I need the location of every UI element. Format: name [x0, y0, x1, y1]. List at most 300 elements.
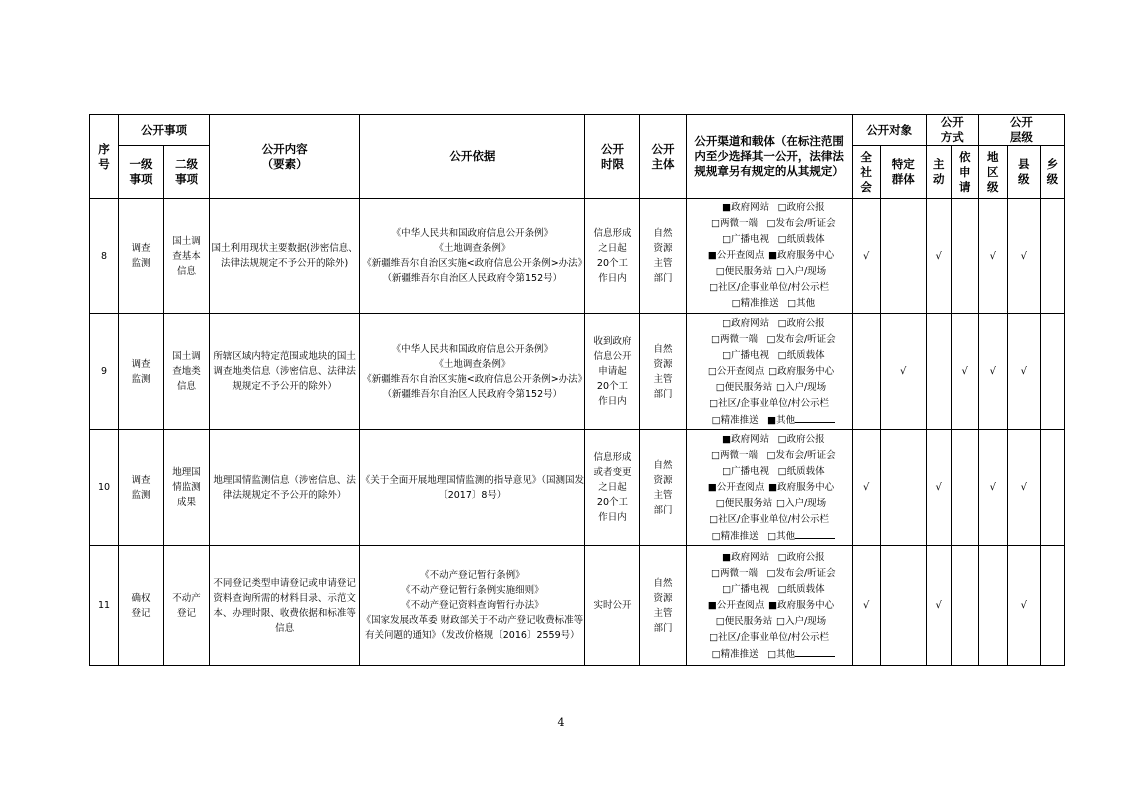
checked-box-icon: ■ — [722, 433, 732, 445]
channel-option[interactable] — [767, 646, 835, 663]
unchecked-box-icon: □ — [777, 317, 787, 329]
channel-line — [687, 550, 852, 566]
row-subject-text: 自然资源主管部门 — [653, 459, 673, 516]
header-channel: 公开渠道和载体（在标注范围内至少选择其一公开，法律法规规章另有规定的从其规定） — [686, 115, 852, 199]
row-level2 — [164, 199, 210, 314]
row-target-specific — [880, 546, 926, 666]
channel-line — [687, 296, 852, 312]
row-level-town — [1040, 199, 1064, 314]
channel-line — [687, 332, 852, 348]
row-level2-text: 不动产登记 — [172, 592, 201, 619]
header-level-region: 地区级 — [978, 146, 1007, 199]
unchecked-box-icon: □ — [709, 397, 719, 409]
row-target-all: √ — [852, 199, 880, 314]
channel-label: 政府服务中心 — [777, 365, 835, 377]
channel-option[interactable] — [766, 566, 835, 582]
checked-box-icon: ■ — [707, 599, 717, 611]
unchecked-box-icon: □ — [775, 497, 785, 509]
unchecked-box-icon: □ — [710, 333, 720, 345]
channel-option[interactable] — [776, 264, 826, 280]
basis-line: 《中华人民共和国政府信息公开条例》 — [391, 343, 554, 355]
header-subject: 公开主体 — [640, 115, 686, 199]
channel-label: 政府服务中心 — [777, 481, 835, 493]
checked-box-icon: ■ — [768, 481, 778, 493]
unchecked-box-icon: □ — [777, 551, 787, 563]
unchecked-box-icon: □ — [709, 631, 719, 643]
channel-label: 入户/现场 — [784, 497, 827, 509]
unchecked-box-icon: □ — [775, 266, 785, 277]
other-blank-line — [795, 646, 835, 657]
channel-option[interactable] — [768, 598, 834, 614]
row-level1 — [119, 430, 164, 546]
header-level-county: 县级 — [1007, 146, 1040, 199]
row-level-region: √ — [978, 199, 1007, 314]
channel-line — [687, 582, 852, 598]
header-mode-apply: 依申请 — [951, 146, 978, 199]
row-seq: 11 — [90, 546, 119, 666]
basis-line: 《土地调查条例》 — [434, 243, 511, 254]
channel-option[interactable] — [704, 364, 768, 380]
channel-label: 入户/现场 — [784, 615, 827, 627]
table-row — [90, 430, 1065, 546]
header-target-all: 全社会 — [852, 146, 880, 199]
row-subject — [640, 314, 686, 430]
channel-label: 其他 — [776, 414, 796, 426]
channel-option[interactable] — [704, 480, 768, 496]
basis-line: 《新疆维吾尔自治区实施<政府信息公开条例>办法》（新疆维吾尔自治区人民政府令第152号） — [362, 373, 583, 400]
row-target-all — [852, 314, 880, 430]
channel-label: 便民服务站 — [724, 497, 773, 509]
row-channels — [686, 314, 852, 430]
row-basis — [360, 314, 585, 430]
row-time-limit-text: 实时公开 — [593, 600, 632, 611]
channel-option[interactable] — [714, 582, 778, 598]
unchecked-box-icon: □ — [766, 449, 776, 461]
channel-option[interactable] — [766, 332, 835, 348]
channel-label: 广播电视 — [731, 465, 770, 477]
channel-option[interactable] — [703, 413, 767, 429]
unchecked-box-icon: □ — [722, 317, 732, 329]
row-level-county: √ — [1007, 430, 1040, 546]
channel-option[interactable] — [709, 396, 829, 412]
channel-option[interactable] — [778, 348, 825, 364]
channel-option[interactable] — [703, 647, 767, 663]
channel-option[interactable] — [712, 380, 776, 396]
row-mode-active: √ — [926, 546, 951, 666]
row-target-specific — [880, 430, 926, 546]
channel-option[interactable] — [702, 216, 766, 232]
channel-option[interactable] — [714, 200, 778, 216]
channel-option[interactable] — [778, 232, 825, 248]
channel-option[interactable] — [714, 348, 778, 364]
checked-box-icon: ■ — [722, 202, 732, 213]
row-target-specific: √ — [880, 314, 926, 430]
channel-line — [687, 566, 852, 582]
row-level-town — [1040, 546, 1064, 666]
header-mode-group: 公开方式 — [926, 115, 978, 146]
unchecked-box-icon: □ — [715, 497, 725, 509]
channel-line — [687, 264, 852, 280]
row-subject — [640, 546, 686, 666]
channel-option[interactable] — [768, 364, 834, 380]
channel-label: 社区/企事业单位/村公示栏 — [718, 631, 830, 643]
unchecked-box-icon: □ — [775, 615, 785, 627]
unchecked-box-icon: □ — [711, 530, 721, 542]
channel-option[interactable] — [709, 280, 829, 296]
channel-label: 纸质载体 — [786, 349, 825, 361]
channel-option[interactable] — [714, 550, 778, 566]
channel-option[interactable] — [778, 582, 825, 598]
basis-line: 《国家发展改革委 财政部关于不动产登记收费标准等有关问题的通知》（发改价格规〔2016〕2559号） — [361, 615, 584, 641]
channel-line — [687, 380, 852, 396]
basis-line: 《不动产登记暂行条例》 — [420, 570, 525, 581]
channel-option[interactable] — [702, 448, 766, 464]
other-blank-line — [795, 528, 835, 539]
channel-line — [687, 232, 852, 248]
row-level1-text: 调查监测 — [131, 358, 151, 385]
unchecked-box-icon: □ — [715, 266, 725, 277]
basis-line: 《中华人民共和国政府信息公开条例》 — [391, 228, 554, 239]
row-content: 不同登记类型申请登记或申请登记资料查询所需的材料目录、示范文本、办理时限、收费依据和标准等信息 — [210, 546, 360, 666]
unchecked-box-icon: □ — [767, 648, 777, 660]
channel-label: 发布会/听证会 — [775, 333, 836, 345]
unchecked-box-icon: □ — [731, 298, 741, 309]
channel-line — [687, 496, 852, 512]
row-subject-text: 自然资源主管部门 — [653, 577, 673, 634]
row-basis — [360, 546, 585, 666]
channel-line — [687, 598, 852, 614]
table-row — [90, 314, 1065, 430]
basis-line: 《新疆维吾尔自治区实施<政府信息公开条例>办法》（新疆维吾尔自治区人民政府令第152号） — [362, 258, 583, 284]
row-time-limit-text: 信息形成之日起20个工作日内 — [593, 228, 632, 284]
channel-label: 发布会/听证会 — [775, 567, 836, 579]
channel-option[interactable] — [709, 630, 829, 646]
unchecked-box-icon: □ — [767, 530, 777, 542]
header-level1: 一级事项 — [119, 146, 164, 199]
row-target-all: √ — [852, 430, 880, 546]
channel-line — [687, 396, 852, 412]
header-content-title: 公开内容 — [261, 141, 308, 156]
unchecked-box-icon: □ — [710, 567, 720, 579]
channel-option[interactable] — [778, 200, 825, 216]
header-seq: 序号 — [90, 115, 119, 199]
row-subject — [640, 430, 686, 546]
row-target-all: √ — [852, 546, 880, 666]
channel-option[interactable] — [776, 614, 826, 630]
channel-line — [687, 432, 852, 448]
unchecked-box-icon: □ — [768, 365, 778, 377]
channel-option[interactable] — [714, 464, 778, 480]
row-mode-apply — [951, 546, 978, 666]
unchecked-box-icon: □ — [722, 583, 732, 595]
channel-label: 两微一端 — [719, 567, 758, 579]
channel-label: 两微一端 — [719, 218, 758, 229]
channel-option[interactable] — [776, 380, 826, 396]
row-level-region: √ — [978, 430, 1007, 546]
channel-option[interactable] — [767, 528, 835, 545]
channel-label: 政府服务中心 — [777, 599, 835, 611]
unchecked-box-icon: □ — [715, 381, 725, 393]
row-basis — [360, 199, 585, 314]
channel-line — [687, 216, 852, 232]
row-level2 — [164, 546, 210, 666]
row-content: 所辖区域内特定范围或地块的国土调查地类信息（涉密信息、法律法规规定不予公开的除外） — [210, 314, 360, 430]
header-time-limit: 公开时限 — [585, 115, 640, 199]
channel-label: 两微一端 — [719, 333, 758, 345]
channel-label: 发布会/听证会 — [775, 449, 836, 461]
channel-label: 纸质载体 — [786, 234, 825, 245]
channel-option[interactable] — [712, 264, 776, 280]
channel-option[interactable] — [709, 512, 829, 528]
row-level2 — [164, 430, 210, 546]
channel-line — [687, 464, 852, 480]
channel-option[interactable] — [778, 550, 825, 566]
header-level2: 二级事项 — [164, 146, 210, 199]
row-level-county: √ — [1007, 546, 1040, 666]
row-time-limit — [585, 430, 640, 546]
channel-option[interactable] — [702, 566, 766, 582]
row-channels — [686, 199, 852, 314]
channel-label: 发布会/听证会 — [775, 218, 836, 229]
row-mode-apply — [951, 199, 978, 314]
channel-label: 政府网站 — [731, 433, 770, 445]
channel-option[interactable] — [703, 529, 767, 545]
channel-label: 精准推送 — [720, 414, 759, 426]
channel-line — [687, 280, 852, 296]
header-level-town: 乡级 — [1040, 146, 1064, 199]
header-target-group: 公开对象 — [852, 115, 926, 146]
channel-line — [687, 630, 852, 646]
channel-label: 其他 — [776, 530, 796, 542]
unchecked-box-icon: □ — [707, 365, 717, 377]
channel-label: 其他 — [776, 648, 796, 660]
unchecked-box-icon: □ — [711, 648, 721, 660]
channel-option[interactable] — [712, 614, 776, 630]
unchecked-box-icon: □ — [777, 465, 787, 477]
other-blank-line — [795, 412, 835, 423]
row-seq: 10 — [90, 430, 119, 546]
channel-label: 政府公报 — [786, 317, 825, 329]
channel-label: 精准推送 — [720, 648, 759, 660]
channel-line — [687, 646, 852, 662]
channel-label: 政府服务中心 — [777, 250, 835, 261]
row-level-county: √ — [1007, 199, 1040, 314]
channel-label: 两微一端 — [719, 449, 758, 461]
channel-label: 公开查阅点 — [716, 599, 765, 611]
table-row — [90, 546, 1065, 666]
channel-option[interactable] — [714, 316, 778, 332]
row-time-limit — [585, 199, 640, 314]
row-level1 — [119, 199, 164, 314]
header-target-specific: 特定群体 — [880, 146, 926, 199]
channel-label: 便民服务站 — [724, 615, 773, 627]
channel-option[interactable] — [702, 332, 766, 348]
channel-label: 社区/企事业单位/村公示栏 — [718, 397, 830, 409]
channel-line — [687, 480, 852, 496]
channel-label: 广播电视 — [731, 234, 770, 245]
row-level1 — [119, 314, 164, 430]
row-mode-apply: √ — [951, 314, 978, 430]
channel-label: 纸质载体 — [786, 465, 825, 477]
unchecked-box-icon: □ — [777, 349, 787, 361]
row-mode-active — [926, 314, 951, 430]
row-time-limit — [585, 546, 640, 666]
row-level2-text: 国土调查地类信息 — [172, 351, 201, 392]
channel-line — [687, 248, 852, 264]
disclosure-table — [89, 114, 1065, 666]
channel-label: 政府公报 — [786, 202, 825, 213]
header-basis: 公开依据 — [360, 115, 585, 199]
unchecked-box-icon: □ — [777, 234, 787, 245]
unchecked-box-icon: □ — [722, 349, 732, 361]
basis-line: 《不动产登记暂行条例实施细则》 — [401, 585, 544, 596]
unchecked-box-icon: □ — [777, 433, 787, 445]
row-subject-text: 自然资源主管部门 — [653, 343, 673, 400]
row-time-limit — [585, 314, 640, 430]
row-level-town — [1040, 314, 1064, 430]
header-level-group: 公开层级 — [978, 115, 1064, 146]
unchecked-box-icon: □ — [722, 465, 732, 477]
channel-line — [687, 412, 852, 428]
checked-box-icon: ■ — [707, 481, 717, 493]
channel-option[interactable] — [778, 432, 825, 448]
header-content — [210, 115, 360, 199]
row-channels — [686, 546, 852, 666]
table-row — [90, 199, 1065, 314]
channel-option[interactable] — [778, 464, 825, 480]
channel-label: 公开查阅点 — [716, 250, 765, 261]
row-time-limit-text: 收到政府信息公开申请起20个工作日内 — [593, 336, 632, 407]
channel-label: 公开查阅点 — [716, 481, 765, 493]
channel-label: 精准推送 — [720, 530, 759, 542]
row-mode-apply — [951, 430, 978, 546]
row-subject — [640, 199, 686, 314]
header-item-group: 公开事项 — [119, 115, 210, 146]
channel-line — [687, 448, 852, 464]
basis-line: 《土地调查条例》 — [434, 358, 511, 370]
channel-label: 广播电视 — [731, 349, 770, 361]
channel-line — [687, 512, 852, 528]
row-channels — [686, 430, 852, 546]
row-level1 — [119, 546, 164, 666]
row-basis — [360, 430, 585, 546]
channel-label: 其他 — [796, 298, 816, 309]
channel-label: 纸质载体 — [786, 583, 825, 595]
channel-label: 政府网站 — [731, 317, 770, 329]
row-level-town — [1040, 430, 1064, 546]
channel-option[interactable] — [712, 496, 776, 512]
unchecked-box-icon: □ — [715, 615, 725, 627]
unchecked-box-icon: □ — [710, 218, 720, 229]
channel-label: 公开查阅点 — [716, 365, 765, 377]
channel-option[interactable] — [778, 316, 825, 332]
row-level1-text: 调查监测 — [131, 474, 151, 501]
channel-label: 政府网站 — [731, 202, 770, 213]
header-content-sub: （要素） — [261, 156, 308, 171]
unchecked-box-icon: □ — [711, 414, 721, 426]
basis-line: 《不动产登记资料查询暂行办法》 — [401, 600, 544, 611]
basis-line: 《关于全面开展地理国情监测的指导意见》（国测国发〔2017〕8号） — [360, 474, 584, 501]
unchecked-box-icon: □ — [766, 333, 776, 345]
checked-box-icon: ■ — [768, 250, 778, 261]
channel-option[interactable] — [704, 248, 768, 264]
row-subject-text: 自然资源主管部门 — [653, 228, 673, 284]
checked-box-icon: ■ — [768, 599, 778, 611]
channel-label: 社区/企事业单位/村公示栏 — [718, 513, 830, 525]
channel-label: 便民服务站 — [724, 381, 773, 393]
checked-box-icon: ■ — [722, 551, 732, 563]
unchecked-box-icon: □ — [777, 202, 787, 213]
unchecked-box-icon: □ — [722, 234, 732, 245]
unchecked-box-icon: □ — [777, 583, 787, 595]
unchecked-box-icon: □ — [787, 298, 797, 309]
row-mode-active: √ — [926, 430, 951, 546]
channel-line — [687, 348, 852, 364]
channel-label: 政府公报 — [786, 433, 825, 445]
channel-option[interactable] — [767, 412, 835, 429]
unchecked-box-icon: □ — [775, 381, 785, 393]
header-mode-active: 主动 — [926, 146, 951, 199]
channel-line — [687, 528, 852, 544]
channel-option[interactable] — [766, 448, 835, 464]
channel-option[interactable] — [768, 480, 834, 496]
row-level-county: √ — [1007, 314, 1040, 430]
row-content: 国土利用现状主要数据(涉密信息、法律法规规定不予公开的除外) — [210, 199, 360, 314]
channel-label: 社区/企事业单位/村公示栏 — [718, 282, 830, 293]
channel-option[interactable] — [768, 248, 834, 264]
channel-label: 政府网站 — [731, 551, 770, 563]
channel-option[interactable] — [704, 598, 768, 614]
channel-label: 便民服务站 — [724, 266, 773, 277]
channel-label: 入户/现场 — [784, 266, 827, 277]
row-mode-active: √ — [926, 199, 951, 314]
unchecked-box-icon: □ — [766, 218, 776, 229]
row-time-limit-text: 信息形成或者变更之日起20个工作日内 — [593, 452, 632, 523]
unchecked-box-icon: □ — [710, 449, 720, 461]
unchecked-box-icon: □ — [766, 567, 776, 579]
page-number: 4 — [557, 716, 565, 729]
channel-label: 政府公报 — [786, 551, 825, 563]
row-level-region: √ — [978, 314, 1007, 430]
channel-option[interactable] — [714, 432, 778, 448]
channel-line — [687, 614, 852, 630]
unchecked-box-icon: □ — [709, 282, 719, 293]
row-seq: 8 — [90, 199, 119, 314]
checked-box-icon: ■ — [707, 250, 717, 261]
row-level1-text: 调查监测 — [131, 243, 151, 269]
channel-option[interactable] — [776, 496, 826, 512]
unchecked-box-icon: □ — [709, 513, 719, 525]
row-level2 — [164, 314, 210, 430]
checked-box-icon: ■ — [767, 414, 777, 426]
row-seq: 9 — [90, 314, 119, 430]
row-content: 地理国情监测信息（涉密信息、法律法规规定不予公开的除外） — [210, 430, 360, 546]
channel-option[interactable] — [714, 232, 778, 248]
row-level-region — [978, 546, 1007, 666]
channel-label: 精准推送 — [740, 298, 779, 309]
channel-option[interactable] — [766, 216, 835, 232]
row-level2-text: 地理国情监测成果 — [172, 467, 201, 508]
row-target-specific — [880, 199, 926, 314]
channel-label: 入户/现场 — [784, 381, 827, 393]
channel-option[interactable] — [723, 296, 787, 312]
channel-label: 广播电视 — [731, 583, 770, 595]
channel-line — [687, 316, 852, 332]
channel-option[interactable] — [787, 296, 815, 312]
channel-line — [687, 200, 852, 216]
channel-line — [687, 364, 852, 380]
row-level2-text: 国土调查基本信息 — [172, 235, 201, 277]
